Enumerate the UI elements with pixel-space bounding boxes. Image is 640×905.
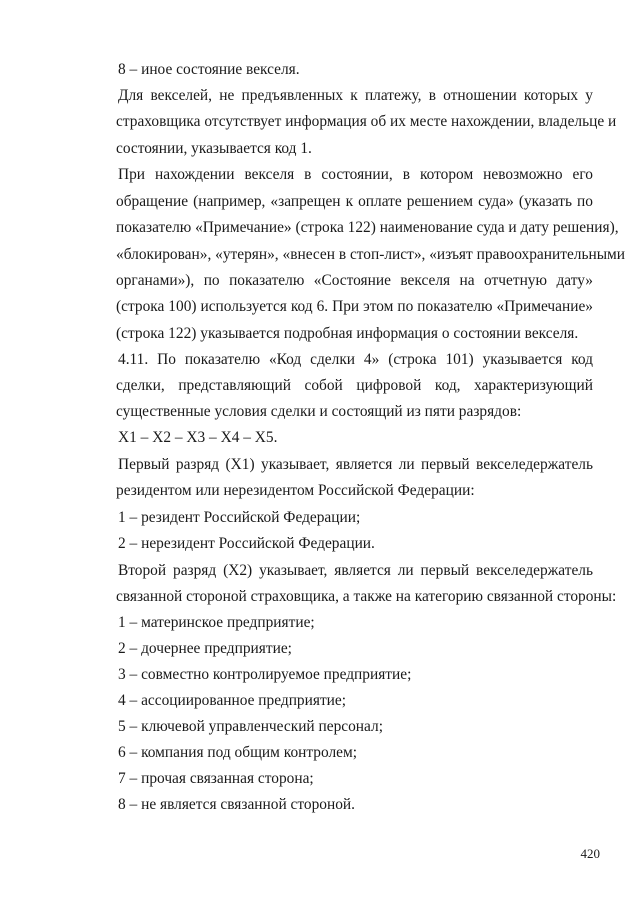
- text-line: При нахождении векселя в состоянии, в котором невозможно его: [118, 166, 593, 183]
- list-item: 2 – нерезидент Российской Федерации.: [118, 535, 375, 552]
- list-item: 3 – совместно контролируемое предприятие;: [118, 666, 412, 683]
- page-number: 420: [580, 846, 600, 861]
- text-line: Второй разряд (X2) указывает, является ли первый векселедержатель: [118, 562, 593, 579]
- text-line: страховщика отсутствует информация об их месте нахождении, владельце и: [116, 113, 617, 130]
- code-formula: X1 – X2 – X3 – X4 – X5.: [118, 429, 278, 446]
- text-line: Для векселей, не предъявленных к платежу, в отношении которых у: [118, 87, 593, 104]
- text-line: обращение (например, «запрещен к оплате решением суда» (указать по: [116, 193, 593, 210]
- list-item: 4 – ассоциированное предприятие;: [118, 692, 347, 709]
- text-line: органами»), по показателю «Состояние векселя на отчетную дату»: [116, 272, 593, 289]
- list-item: 1 – материнское предприятие;: [118, 614, 315, 631]
- text-line: «блокирован», «утерян», «внесен в стоп-лист», «изъят правоохранительными: [116, 246, 626, 263]
- list-item: 5 – ключевой управленческий персонал;: [118, 718, 383, 735]
- list-item: 2 – дочернее предприятие;: [118, 640, 292, 657]
- text-line: состоянии, указывается код 1.: [116, 140, 312, 157]
- text-line: (строка 122) указывается подробная информация о состоянии векселя.: [116, 325, 579, 342]
- text-line: резидентом или нерезидентом Российской Федерации:: [116, 482, 475, 499]
- text-line: связанной стороной страховщика, а также на категорию связанной стороны:: [116, 588, 617, 605]
- list-item: 1 – резидент Российской Федерации;: [118, 509, 361, 526]
- text-line: (строка 100) используется код 6. При этом по показателю «Примечание»: [116, 298, 593, 315]
- text-line: Первый разряд (X1) указывает, является ли первый векселедержатель: [118, 456, 593, 473]
- list-item: 8 – не является связанной стороной.: [118, 796, 355, 813]
- text-line: 8 – иное состояние векселя.: [118, 61, 300, 78]
- text-line: сделки, представляющий собой цифровой код, характеризующий: [116, 377, 593, 394]
- text-line: 4.11. По показателю «Код сделки 4» (строка 101) указывается код: [118, 351, 593, 368]
- text-line: существенные условия сделки и состоящий из пяти разрядов:: [116, 403, 522, 420]
- list-item: 6 – компания под общим контролем;: [118, 744, 358, 761]
- list-item: 7 – прочая связанная сторона;: [118, 770, 314, 787]
- text-line: показателю «Примечание» (строка 122) наименование суда и дату решения),: [116, 219, 619, 236]
